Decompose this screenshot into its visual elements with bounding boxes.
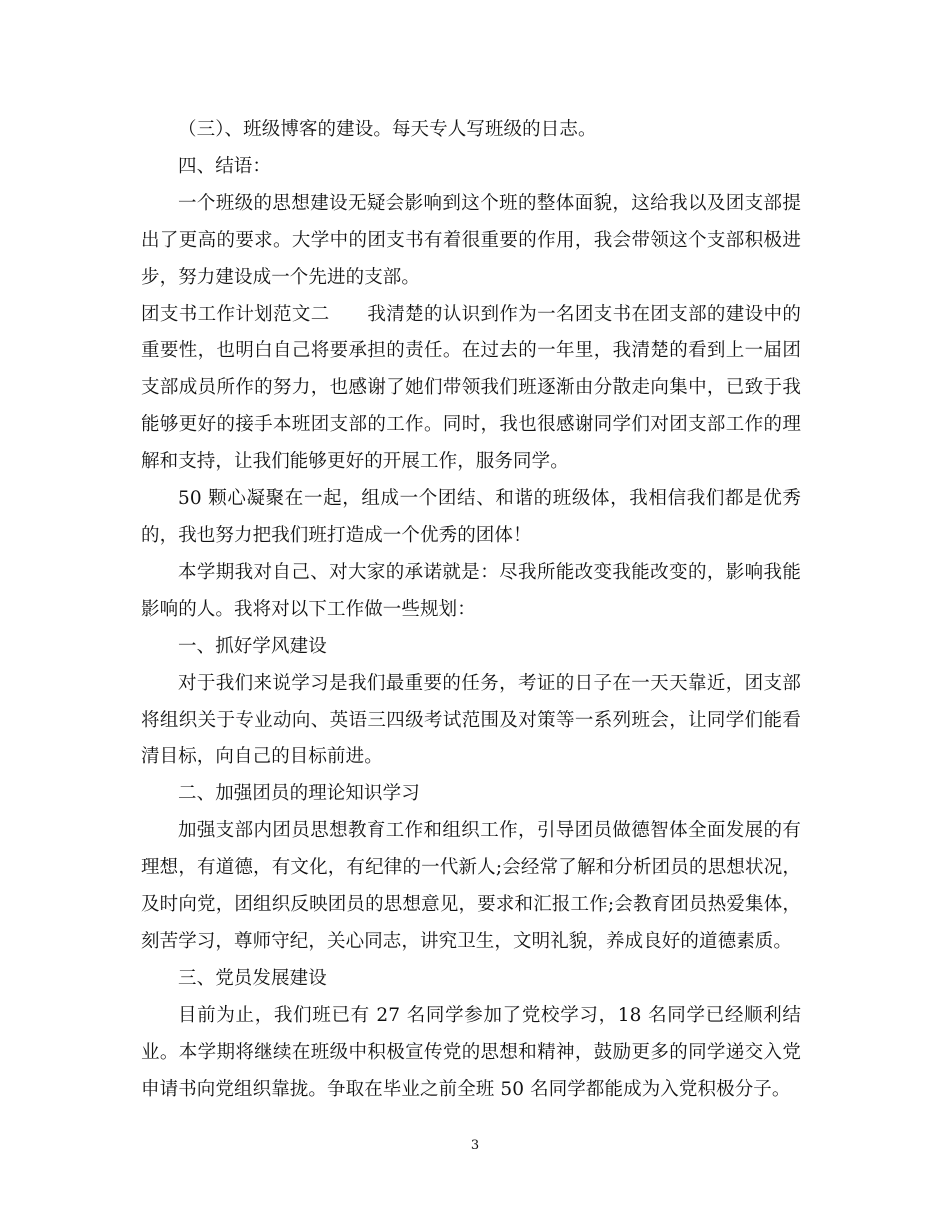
heading-conclusion: 四、结语：	[178, 155, 272, 177]
heading-study-style: 一、抓好学风建设	[178, 635, 327, 657]
paragraph-commitment: 本学期我对自己、对大家的承诺就是：尽我所能改变我能改变的，影响我能影响的人。我将对以下工作做一些规划：	[141, 561, 801, 620]
document-body	[141, 112, 801, 1108]
heading-theory-study: 二、加强团员的理论知识学习	[178, 783, 420, 805]
page-number: 3	[470, 1138, 480, 1153]
paragraph-party-development: 目前为止，我们班已有 27 名同学参加了党校学习，18 名同学已经顺利结业。本学期将继续在班级中积极宣传党的思想和精神，鼓励更多的同学递交入党申请书向党组织靠拢。争取在毕业之前全班 50 名同学都能成为入党积极分子。	[141, 1004, 801, 1100]
heading-party-development: 三、党员发展建设	[178, 967, 327, 989]
paragraph-sample-two-intro: 团支书工作计划范文二 我清楚的认识到作为一名团支书在团支部的建设中的重要性，也明白自己将要承担的责任。在过去的一年里，我清楚的看到上一届团支部成员所作的努力，也感谢了她们带领我们班逐渐由分散走向集中，已致于我能够更好的接手本班团支部的工作。同时，我也很感谢同学们对团支部工作的理解和支持，让我们能够更好的开展工作，服务同学。	[141, 303, 801, 473]
paragraph-study-style: 对于我们来说学习是我们最重要的任务，考证的日子在一天天靠近，团支部将组织关于专业动向、英语三四级考试范围及对策等一系列班会，让同学们能看清目标，向自己的目标前进。	[141, 672, 801, 768]
paragraph-blog-construction: （三）、班级博客的建设。每天专人写班级的日志。	[178, 119, 597, 140]
paragraph-theory-study: 加强支部内团员思想教育工作和组织工作，引导团员做德智体全面发展的有理想，有道德，有文化，有纪律的一代新人;会经常了解和分析团员的思想状况，及时向党，团组织反映团员的思想意见，要求和汇报工作;会教育团员热爱集体，刻苦学习，尊师守纪，关心同志，讲究卫生，文明礼貌，养成良好的道德素质。	[141, 820, 801, 952]
paragraph-conclusion: 一个班级的思想建设无疑会影响到这个班的整体面貌，这给我以及团支部提出了更高的要求。大学中的团支书有着很重要的作用，我会带领这个支部积极进步，努力建设成一个先进的支部。	[141, 192, 801, 288]
paragraph-fifty-hearts: 50 颗心凝聚在一起，组成一个团结、和谐的班级体，我相信我们都是优秀的，我也努力把我们班打造成一个优秀的团体！	[141, 488, 801, 546]
